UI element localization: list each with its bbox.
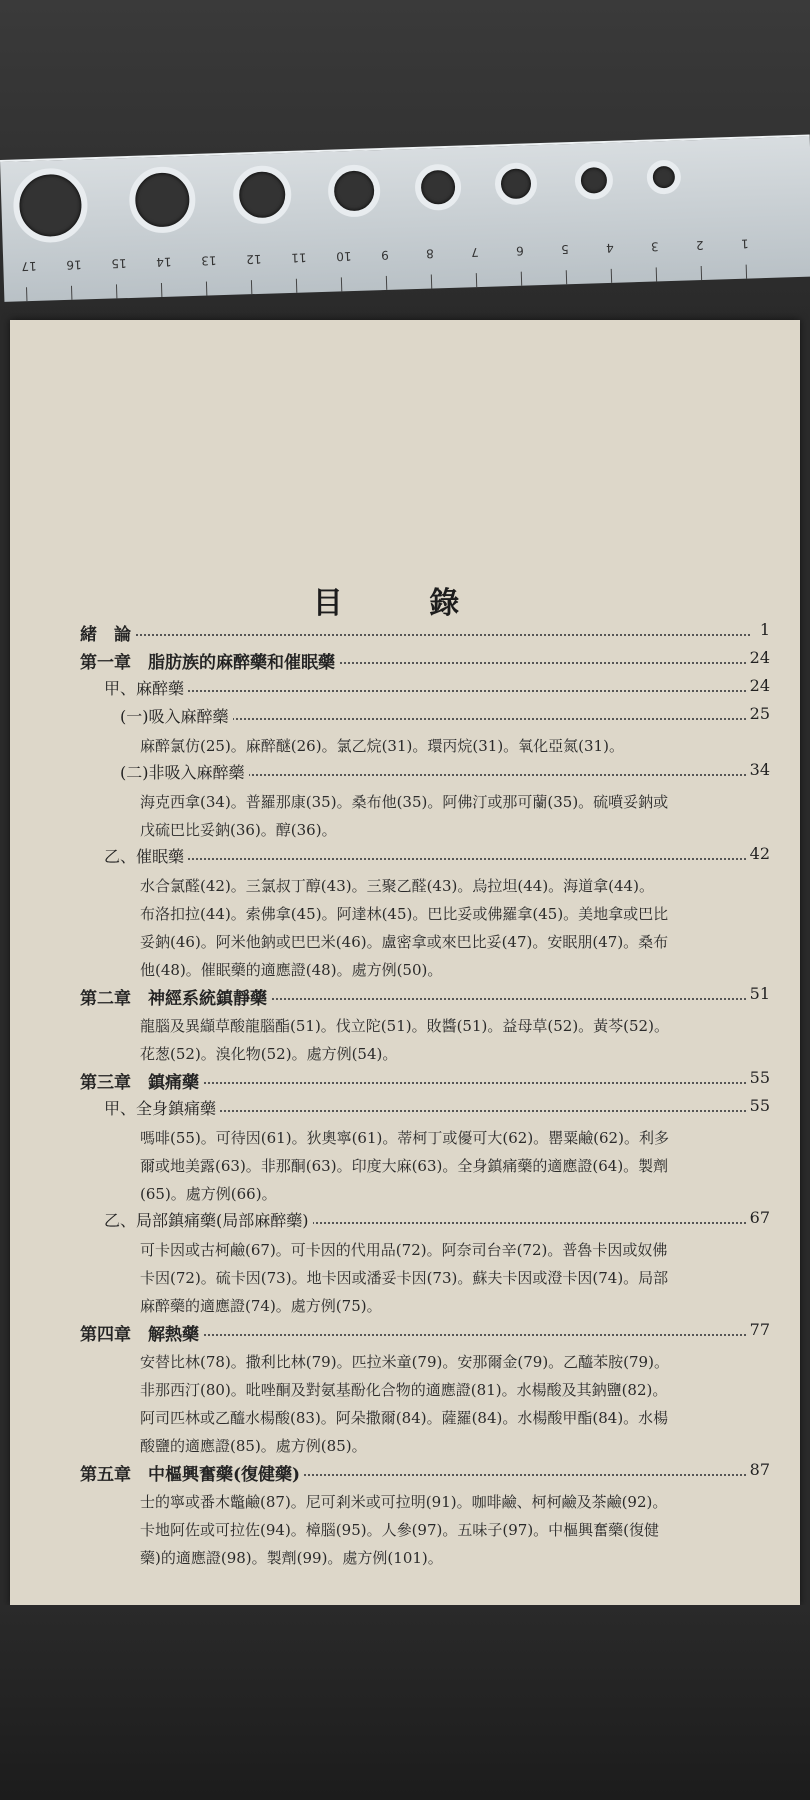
ruler-hole — [646, 160, 681, 195]
toc-page-number: 1 — [756, 620, 770, 639]
toc-entry-chapter[interactable] — [80, 620, 770, 648]
toc-leader-dots — [124, 856, 750, 860]
toc-entry-label: 第二章 神經系統鎮靜藥 — [80, 984, 271, 1009]
ruler-hole — [12, 167, 88, 243]
toc-description-line: 布洛扣拉(44)。索佛拿(45)。阿達林(45)。巴比妥或佛羅拿(45)。美地拿或巴比 — [140, 905, 669, 923]
toc-entry-label: 緒 論 — [80, 620, 135, 645]
ruler-tick — [431, 274, 432, 288]
ruler-hole — [574, 161, 613, 200]
toc-description-line: 嗎啡(55)。可待因(61)。狄奧寧(61)。蒂柯丁或優可大(62)。罌粟鹼(62)。利多 — [140, 1129, 669, 1147]
ruler-number: 14 — [156, 254, 172, 270]
ruler-tick — [521, 272, 522, 286]
toc-description-line: 士的寧或番木鼈鹼(87)。尼可剎米或可拉明(91)。咖啡鹼、柯柯鹼及茶鹼(92)。 — [140, 1493, 668, 1511]
ruler-tick — [611, 269, 612, 283]
ruler-tick — [116, 284, 117, 298]
toc-page-number: 34 — [746, 760, 770, 779]
toc-entry-label: 乙、局部鎮痛藥(局部麻醉藥) — [104, 1208, 313, 1231]
ruler-hole — [327, 164, 381, 218]
toc-page-number: 67 — [746, 1208, 770, 1227]
ruler-number: 5 — [560, 242, 569, 257]
toc-description-line: 可卡因或古柯鹼(67)。可卡因的代用品(72)。阿奈司台辛(72)。普魯卡因或奴佛 — [140, 1241, 668, 1259]
book-page — [10, 320, 800, 1605]
ruler-hole — [232, 165, 292, 225]
toc-entry-chapter[interactable] — [80, 1320, 770, 1348]
ruler-number: 7 — [470, 245, 479, 260]
toc-entry-label: 甲、全身鎮痛藥 — [104, 1096, 220, 1119]
ruler-tick — [701, 266, 702, 280]
toc-page-number: 51 — [746, 984, 770, 1003]
toc-entry-label: (二)非吸入麻醉藥 — [120, 760, 249, 783]
ruler-tick — [251, 280, 252, 294]
toc-description-line: 他(48)。催眠藥的適應證(48)。處方例(50)。 — [140, 961, 443, 979]
toc-description-line: 海克西拿(34)。普羅那康(35)。桑布他(35)。阿佛汀或那可蘭(35)。硫噴妥鈉或 — [140, 793, 669, 811]
toc-description-line: 阿司匹林或乙醯水楊酸(83)。阿朵撒爾(84)。薩羅(84)。水楊酸甲酯(84)。水楊 — [140, 1409, 669, 1427]
toc-leader-dots — [124, 688, 750, 692]
toc-entry-section[interactable] — [80, 676, 770, 704]
ruler-tick — [296, 279, 297, 293]
toc-entry-chapter[interactable] — [80, 984, 770, 1012]
page-title: 目 錄 — [312, 586, 498, 621]
ruler — [0, 135, 810, 302]
toc-entry-subsection[interactable] — [80, 760, 770, 788]
ruler-hole — [128, 166, 196, 234]
toc-description-line: 非那西汀(80)。吡唑酮及對氨基酚化合物的適應證(81)。水楊酸及其鈉鹽(82)。 — [140, 1381, 668, 1399]
toc-description-line: 花葱(52)。溴化物(52)。處方例(54)。 — [140, 1045, 398, 1063]
toc-entry-section[interactable] — [80, 1096, 770, 1124]
toc-description-line: 麻醉氯仿(25)。麻醉醚(26)。氯乙烷(31)。環丙烷(31)。氧化亞氮(31)。 — [140, 737, 624, 755]
ruler-number: 16 — [66, 257, 82, 272]
toc-description-line: (65)。處方例(66)。 — [140, 1185, 277, 1203]
toc-entry-label: (一)吸入麻醉藥 — [120, 704, 233, 727]
toc-page-number: 25 — [746, 704, 770, 723]
toc-entry-subsection[interactable] — [80, 704, 770, 732]
ruler-number: 9 — [380, 247, 390, 263]
toc-description-line: 戊硫巴比妥鈉(36)。醇(36)。 — [140, 821, 337, 839]
ruler-number: 4 — [605, 240, 614, 256]
ruler-number: 12 — [246, 251, 262, 267]
ruler-tick — [476, 273, 477, 287]
toc-page-number: 55 — [746, 1096, 770, 1115]
toc-entry-label: 第五章 中樞興奮藥(復健藥) — [80, 1460, 304, 1485]
ruler-hole — [494, 162, 537, 205]
ruler-number: 17 — [21, 258, 37, 274]
toc-description-line: 卡地阿佐或可拉佐(94)。樟腦(95)。人參(97)。五味子(97)。中樞興奮藥(復健 — [140, 1521, 660, 1539]
ruler-number: 8 — [425, 246, 435, 261]
ruler-number: 10 — [335, 249, 352, 264]
toc-description-line: 酸鹽的適應證(85)。處方例(85)。 — [140, 1437, 367, 1455]
ruler-tick — [386, 276, 387, 290]
toc-description-line: 水合氯醛(42)。三氯叔丁醇(43)。三聚乙醛(43)。烏拉坦(44)。海道拿(44)。 — [140, 877, 654, 895]
ruler-tick — [71, 286, 72, 300]
background-bottom — [0, 1605, 810, 1800]
toc-page-number: 42 — [746, 844, 770, 863]
toc-description-line: 爾或地美露(63)。非那酮(63)。印度大麻(63)。全身鎮痛藥的適應證(64)。製劑 — [140, 1157, 669, 1175]
toc-description-line: 安替比林(78)。撒利比林(79)。匹拉米童(79)。安那爾金(79)。乙醯苯胺(79)。 — [140, 1353, 669, 1371]
toc-entry-section[interactable] — [80, 1208, 770, 1236]
ruler-tick — [206, 282, 207, 296]
toc-description-line: 龍腦及異纈草酸龍腦酯(51)。伐立陀(51)。敗醬(51)。益母草(52)。黃芩(52)。 — [140, 1017, 669, 1035]
ruler-tick — [656, 267, 657, 281]
toc-page-number: 87 — [746, 1460, 770, 1479]
toc-description-line: 妥鈉(46)。阿米他鈉或巴巴米(46)。盧密拿或來巴比妥(47)。安眠朋(47)。桑布 — [140, 933, 669, 951]
toc-page-number: 55 — [746, 1068, 770, 1087]
ruler-number: 15 — [111, 256, 127, 271]
toc-entry-chapter[interactable] — [80, 648, 770, 676]
toc-description-line: 麻醉藥的適應證(74)。處方例(75)。 — [140, 1297, 382, 1315]
ruler-number: 2 — [695, 237, 704, 253]
ruler-hole — [414, 164, 461, 211]
table-of-contents — [80, 620, 770, 1572]
toc-description-line: 藥)的適應證(98)。製劑(99)。處方例(101)。 — [140, 1549, 443, 1567]
toc-description-line: 卡因(72)。硫卡因(73)。地卡因或潘妥卡因(73)。蘇夫卡因或澄卡因(74)。局部 — [140, 1269, 669, 1287]
toc-entry-label: 第四章 解熱藥 — [80, 1320, 203, 1345]
ruler-number: 3 — [650, 239, 659, 254]
ruler-number: 1 — [740, 236, 749, 251]
toc-entry-section[interactable] — [80, 844, 770, 872]
toc-leader-dots — [100, 632, 750, 636]
toc-entry-label: 甲、麻醉藥 — [104, 676, 188, 699]
ruler-number: 11 — [290, 250, 307, 265]
toc-page-number: 24 — [746, 648, 770, 667]
ruler-tick — [26, 287, 27, 301]
toc-entry-label: 乙、催眠藥 — [104, 844, 188, 867]
ruler-tick — [566, 270, 567, 284]
toc-entry-chapter[interactable] — [80, 1460, 770, 1488]
ruler-number: 6 — [515, 243, 524, 258]
ruler-tick — [746, 265, 747, 279]
toc-page-number: 24 — [746, 676, 770, 695]
ruler-tick — [341, 277, 342, 291]
ruler-number: 13 — [201, 253, 217, 268]
toc-entry-label: 第三章 鎮痛藥 — [80, 1068, 203, 1093]
toc-page-number: 77 — [746, 1320, 770, 1339]
toc-entry-chapter[interactable] — [80, 1068, 770, 1096]
toc-entry-label: 第一章 脂肪族的麻醉藥和催眠藥 — [80, 648, 339, 673]
ruler-tick — [161, 283, 162, 297]
